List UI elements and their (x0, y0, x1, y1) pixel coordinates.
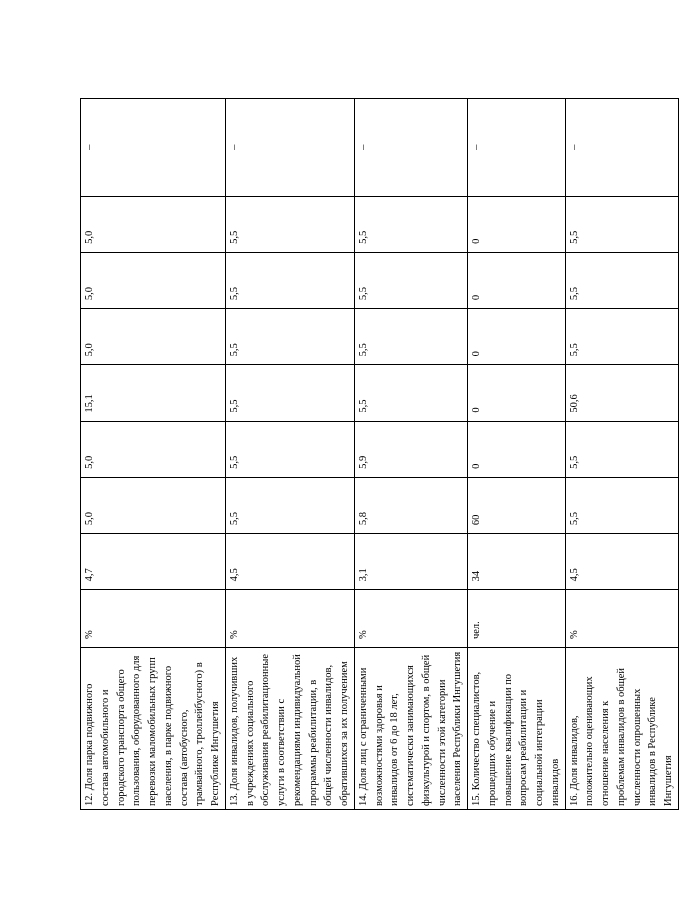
indicator-name-cell: 13. Доля инвалидов, получивших в учреждениях социального обслуживания реабилитационные услуги в соответствии с рекомендациями индивидуальной программы реабилитации, в общей численности инвалидов, обратившихся за их получением (225, 648, 354, 810)
value-cell: 5,5 (225, 421, 354, 477)
value-cell: 5,5 (225, 252, 354, 308)
note-cell: – (565, 99, 678, 197)
indicator-name-cell: 14. Доля лиц с ограниченными возможностями здоровья и инвалидов от 6 до 18 лет, систематически занимающихся физкультурой и спортом, в общей численности этой категории населения Республики Ингушетия (354, 648, 467, 810)
value-cell: 0 (468, 309, 566, 365)
value-cell: 5,5 (225, 477, 354, 533)
value-cell: 4,5 (225, 534, 354, 590)
table-wrapper (80, 98, 674, 810)
note-cell: – (354, 99, 467, 197)
value-cell: 4,5 (565, 534, 678, 590)
value-cell: 5,5 (225, 309, 354, 365)
value-cell: 5,5 (565, 196, 678, 252)
table-body (81, 99, 679, 810)
value-cell: 0 (468, 252, 566, 308)
value-cell: 5,5 (354, 365, 467, 421)
value-cell: 5,5 (565, 477, 678, 533)
indicator-name-cell: 16. Доля инвалидов, положительно оценивающих отношение населения к проблемам инвалидов в общей численности опрошенных инвалидов в Республике Ингушетия (565, 648, 678, 810)
indicator-name-cell: 12. Доля парка подвижного состава автомобильного и городского транспорта общего пользования, оборудованного для перевозки маломобильных групп населения, в парке подвижного состава (автобусного, трамвайного, троллейбусного) в Республике Ингушетия (81, 648, 226, 810)
value-cell: 5,5 (225, 196, 354, 252)
value-cell: 5,8 (354, 477, 467, 533)
value-cell: 0 (468, 196, 566, 252)
unit-cell: % (81, 590, 226, 648)
unit-cell: % (354, 590, 467, 648)
note-cell: – (225, 99, 354, 197)
table-row (81, 99, 226, 810)
table-row (468, 99, 566, 810)
value-cell: 0 (468, 421, 566, 477)
table-row (354, 99, 467, 810)
value-cell: 0 (468, 365, 566, 421)
table-row (565, 99, 678, 810)
value-cell: 4,7 (81, 534, 226, 590)
value-cell: 5,5 (354, 309, 467, 365)
value-cell: 5,5 (565, 309, 678, 365)
value-cell: 5,5 (225, 365, 354, 421)
value-cell: 3,1 (354, 534, 467, 590)
value-cell: 5,5 (565, 421, 678, 477)
indicator-name-cell: 15. Количество специалистов, прошедших обучение и повышение квалификации по вопросам реабилитации и социальной интеграции инвалидов (468, 648, 566, 810)
value-cell: 5,5 (354, 196, 467, 252)
rotated-page (80, 98, 674, 810)
table-row (225, 99, 354, 810)
note-cell: – (81, 99, 226, 197)
value-cell: 5,9 (354, 421, 467, 477)
note-cell: – (468, 99, 566, 197)
value-cell: 5,0 (81, 421, 226, 477)
value-cell: 5,0 (81, 477, 226, 533)
indicators-table (80, 98, 679, 810)
value-cell: 5,0 (81, 196, 226, 252)
value-cell: 5,0 (81, 309, 226, 365)
unit-cell: % (565, 590, 678, 648)
value-cell: 5,5 (565, 252, 678, 308)
value-cell: 5,0 (81, 252, 226, 308)
value-cell: 5,5 (354, 252, 467, 308)
unit-cell: % (225, 590, 354, 648)
value-cell: 60 (468, 477, 566, 533)
unit-cell: чел. (468, 590, 566, 648)
value-cell: 34 (468, 534, 566, 590)
value-cell: 15,1 (81, 365, 226, 421)
value-cell: 50,6 (565, 365, 678, 421)
